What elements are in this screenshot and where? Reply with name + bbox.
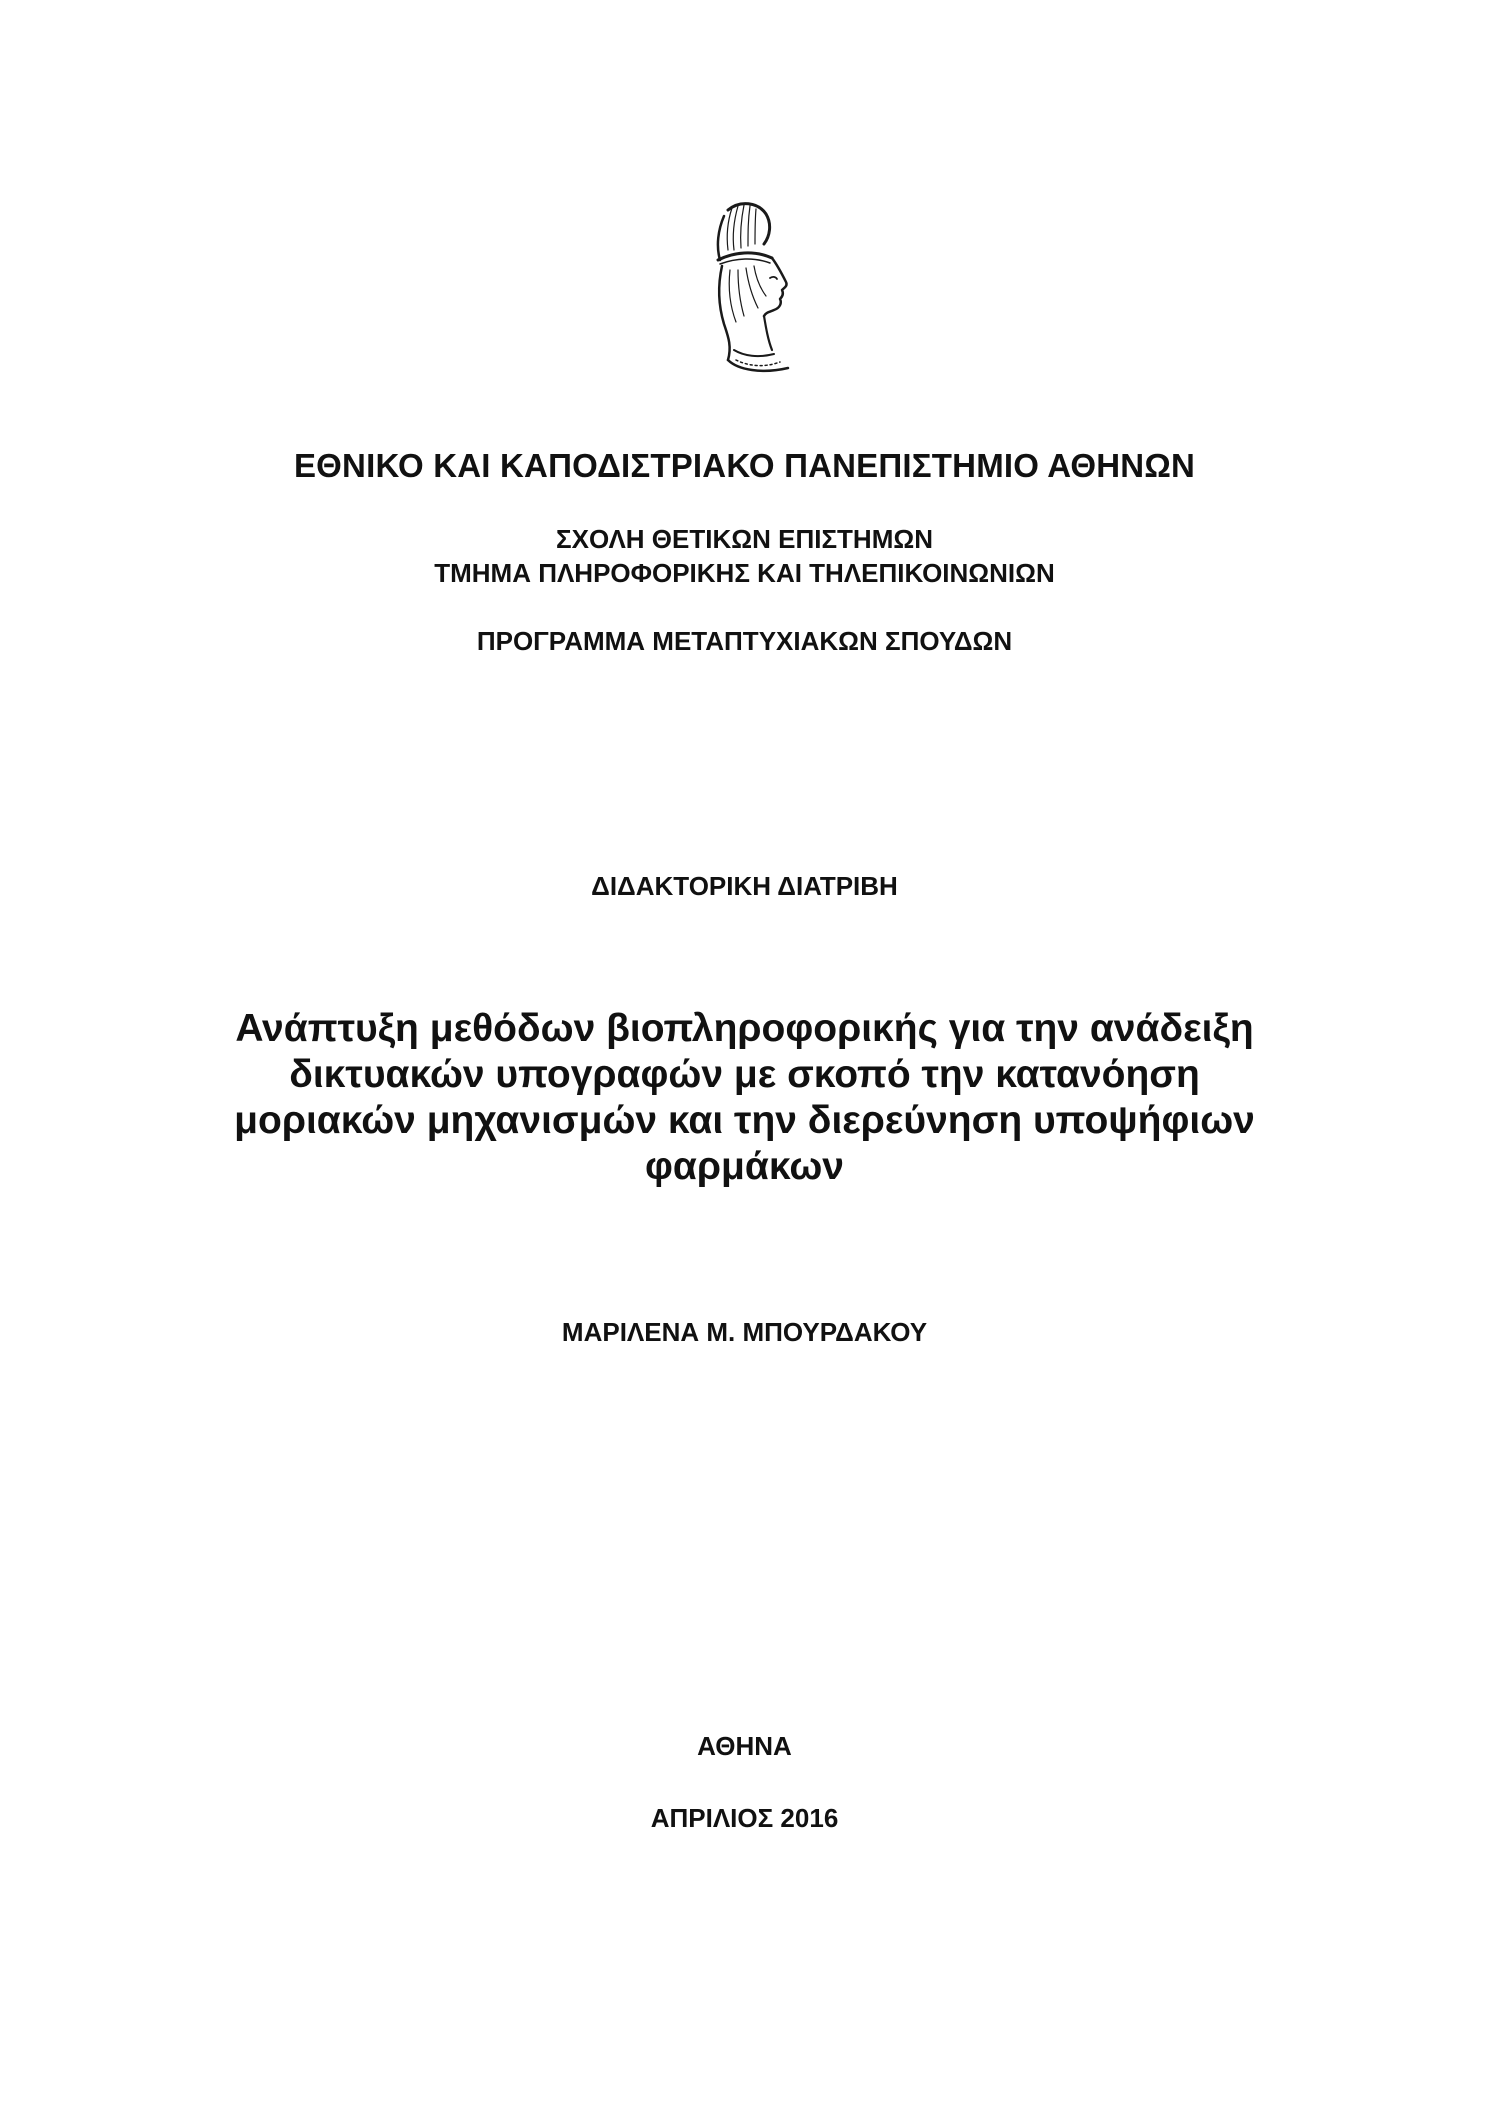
athena-emblem-icon [688, 200, 800, 376]
thesis-title-line: μοριακών μηχανισμών και την διερεύνηση υποψήφιων [234, 1099, 1255, 1142]
thesis-title-line: δικτυακών υπογραφών με σκοπό την κατανόηση [289, 1053, 1200, 1096]
program-name: ΠΡΟΓΡΑΜΜΑ ΜΕΤΑΠΤΥΧΙΑΚΩΝ ΣΠΟΥΔΩΝ [476, 626, 1013, 656]
department-name: ΤΜΗΜΑ ΠΛΗΡΟΦΟΡΙΚΗΣ ΚΑΙ ΤΗΛΕΠΙΚΟΙΝΩΝΙΩΝ [434, 558, 1055, 588]
document-type: ΔΙΔΑΚΤΟΡΙΚΗ ΔΙΑΤΡΙΒΗ [591, 871, 898, 901]
school-name: ΣΧΟΛΗ ΘΕΤΙΚΩΝ ΕΠΙΣΤΗΜΩΝ [556, 524, 933, 554]
author-name: ΜΑΡΙΛΕΝΑ Μ. ΜΠΟΥΡΔΑΚΟΥ [561, 1317, 928, 1347]
university-name: ΕΘΝΙΚΟ ΚΑΙ ΚΑΠΟΔΙΣΤΡΙΑΚΟ ΠΑΝΕΠΙΣΤΗΜΙΟ ΑΘΗΝΩΝ [293, 447, 1196, 484]
thesis-title [0, 1006, 1489, 1190]
thesis-title-line: Ανάπτυξη μεθόδων βιοπληροφορικής για την ανάδειξη [235, 1007, 1254, 1050]
thesis-title-line: φαρμάκων [645, 1145, 844, 1188]
city: ΑΘΗΝΑ [697, 1731, 792, 1761]
date: ΑΠΡΙΛΙΟΣ 2016 [650, 1803, 839, 1833]
